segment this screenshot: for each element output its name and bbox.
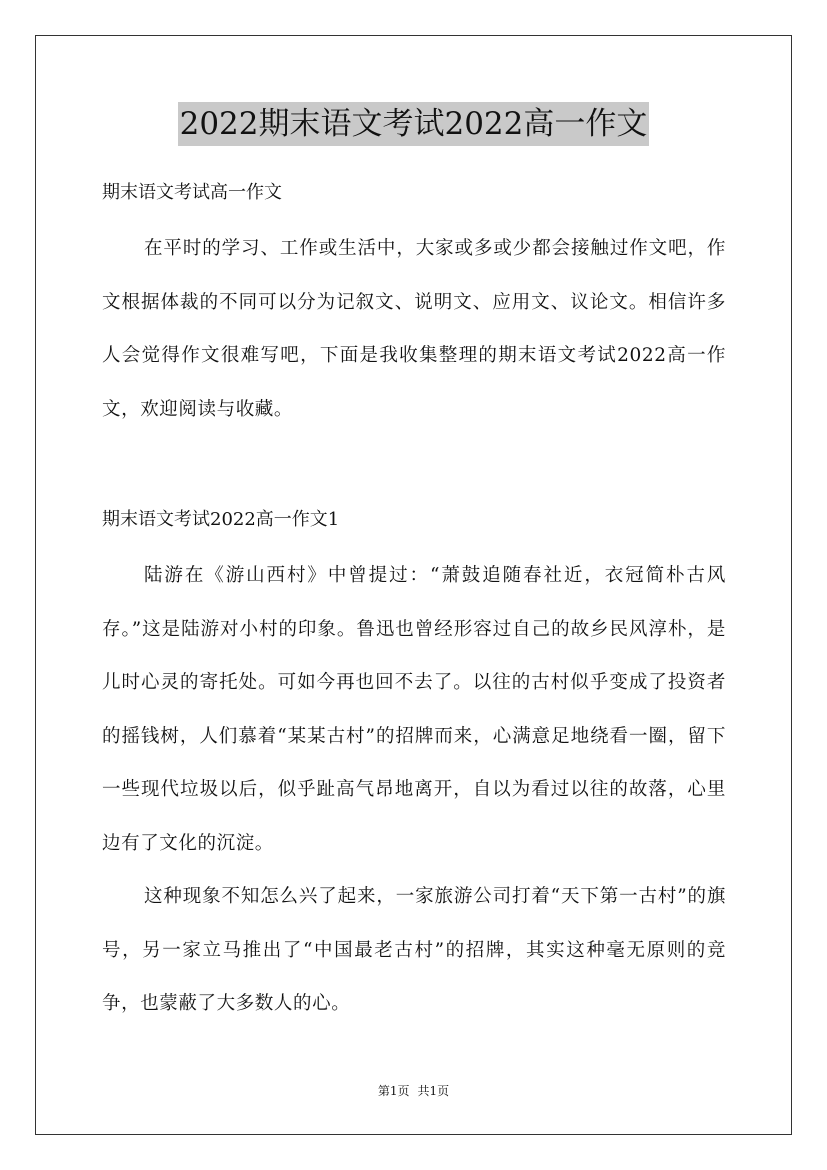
title-container	[0, 102, 827, 146]
body-paragraph: 这种现象不知怎么兴了起来，一家旅游公司打着“天下第一古村”的旗号，另一家立马推出了“中国最老古村”的招牌，其实这种毫无原则的竞争，也蒙蔽了大多数人的心。	[102, 886, 726, 1014]
document-title: 2022期末语文考试2022高一作文	[178, 102, 650, 146]
section-heading: 期末语文考试高一作文	[102, 182, 282, 203]
section-heading: 期末语文考试2022高一作文1	[102, 509, 340, 530]
page-number: 第1页	[377, 1084, 410, 1098]
page-total: 共1页	[417, 1084, 450, 1098]
page-footer	[0, 1083, 827, 1099]
intro-paragraph: 在平时的学习、工作或生活中，大家或多或少都会接触过作文吧，作文根据体裁的不同可以分为记叙文、说明文、应用文、议论文。相信许多人会觉得作文很难写吧，下面是我收集整理的期末语文考试2022高一作文，欢迎阅读与收藏。	[102, 238, 726, 420]
body-paragraph: 陆游在《游山西村》中曾提过：“萧鼓追随春社近，衣冠简朴古风存。”这是陆游对小村的印象。鲁迅也曾经形容过自己的故乡民风淳朴，是儿时心灵的寄托处。可如今再也回不去了。以往的古村似乎变成了投资者的摇钱树，人们慕着“某某古村”的招牌而来，心满意足地绕看一圈，留下一些现代垃圾以后，似乎趾高气昂地离开，自以为看过以往的故落，心里边有了文化的沉淀。	[102, 565, 726, 854]
